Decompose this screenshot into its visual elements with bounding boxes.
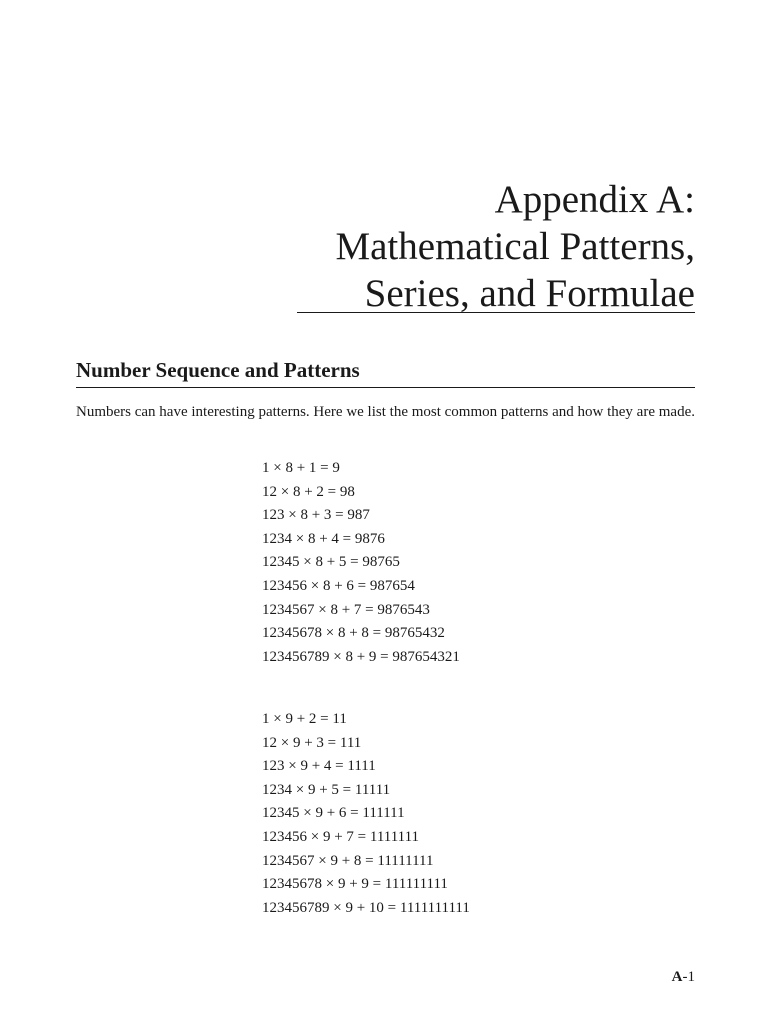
equation-line: 12345 × 9 + 6 = 111111 (262, 805, 405, 822)
chapter-title-line: Series, and Formulae (364, 272, 695, 315)
equation-line: 1234 × 9 + 5 = 11111 (262, 781, 391, 798)
equation-line: 1234567 × 8 + 7 = 9876543 (262, 601, 430, 618)
equation-line: 12345678 × 8 + 8 = 98765432 (262, 625, 445, 642)
equation-line: 1 × 8 + 1 = 9 (262, 460, 340, 476)
equation-line: 123 × 9 + 4 = 1111 (262, 758, 376, 775)
equation-line: 123456 × 9 + 7 = 1111111 (262, 828, 420, 845)
equation-line: 1234567 × 9 + 8 = 11111111 (262, 852, 434, 869)
equation-line: 12 × 9 + 3 = 111 (262, 734, 362, 751)
page-number-prefix: A (671, 969, 683, 985)
pattern-block-times-8 (262, 457, 460, 669)
page-number (672, 969, 695, 986)
chapter-title-line: Mathematical Patterns, (335, 225, 695, 268)
equation-line: 123456789 × 8 + 9 = 987654321 (262, 648, 460, 665)
equation-line: 123456 × 8 + 6 = 987654 (262, 577, 415, 594)
section-rule (76, 387, 695, 388)
equation-line: 12 × 8 + 2 = 98 (262, 483, 355, 500)
equation-line: 12345 × 8 + 5 = 98765 (262, 554, 400, 571)
equation-line: 12345678 × 9 + 9 = 111111111 (262, 876, 448, 893)
equation-line: 1 × 9 + 2 = 11 (262, 711, 347, 727)
pattern-block-times-9 (262, 708, 470, 920)
section-heading: Number Sequence and Patterns (76, 358, 360, 382)
intro-paragraph: Numbers can have interesting patterns. Here we list the most common patterns and how they are made. (76, 404, 695, 420)
chapter-title (335, 176, 695, 317)
equation-line: 123 × 8 + 3 = 987 (262, 507, 370, 524)
equation-line: 123456789 × 9 + 10 = 1111111111 (262, 899, 470, 916)
page-number-suffix: -1 (682, 969, 695, 985)
title-rule (297, 312, 695, 313)
equation-line: 1234 × 8 + 4 = 9876 (262, 530, 385, 547)
chapter-title-line: Appendix A: (494, 178, 695, 221)
